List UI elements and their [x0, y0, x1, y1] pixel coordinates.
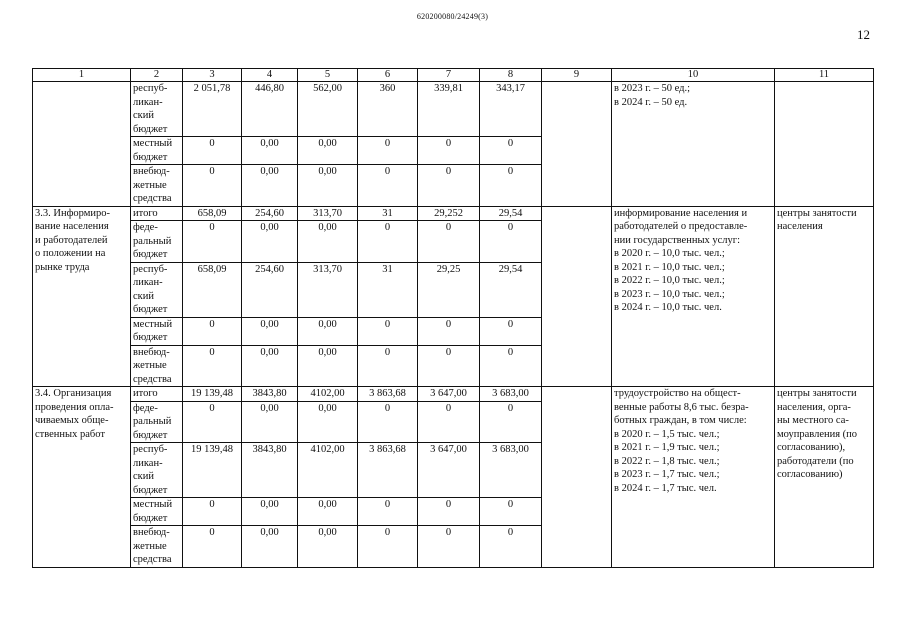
funding-value-cell: 313,70 — [298, 262, 358, 317]
expected-result-cell: в 2023 г. – 50 ед.; в 2024 г. – 50 ед. — [612, 82, 775, 207]
activity-name-cell: 3.4. Организация проведения опла- чиваемых обще- ственных работ — [33, 387, 131, 568]
funding-value-cell: 313,70 — [298, 206, 358, 221]
funding-value-cell: 0 — [480, 526, 542, 568]
funding-value-cell: 0,00 — [298, 137, 358, 165]
funding-value-cell: 0 — [358, 221, 418, 263]
column-number-10: 10 — [612, 69, 775, 82]
document-code: 620200080/24249(3) — [416, 12, 489, 21]
column-number-6: 6 — [358, 69, 418, 82]
funding-value-cell: 31 — [358, 262, 418, 317]
funding-value-cell: 0,00 — [242, 526, 298, 568]
funding-value-cell: 0 — [480, 317, 542, 345]
funding-value-cell: 0 — [183, 221, 242, 263]
column-number-7: 7 — [418, 69, 480, 82]
funding-value-cell: 0 — [418, 401, 480, 443]
funding-value-cell: 0,00 — [242, 137, 298, 165]
funding-source-cell: местный бюджет — [131, 498, 183, 526]
expected-result-cell: информирование населения и работодателей о предоставле- нии государственных услуг: в 2020 г. – 10,0 тыс. чел.; в 2021 г. – 10,0 тыс. чел.; в 2022 г. – 10,0 тыс. чел.; в 2023 г. – 10,0 тыс. чел.; в 2024 г. – 10,0 тыс. чел. — [612, 206, 775, 387]
funding-value-cell: 254,60 — [242, 206, 298, 221]
funding-value-cell: 0,00 — [298, 526, 358, 568]
page-number: 12 — [857, 27, 870, 42]
funding-value-cell: 0 — [358, 526, 418, 568]
funding-value-cell: 3 683,00 — [480, 387, 542, 402]
funding-value-cell: 343,17 — [480, 82, 542, 137]
column-number-2: 2 — [131, 69, 183, 82]
funding-value-cell: 658,09 — [183, 262, 242, 317]
funding-value-cell: 0,00 — [242, 317, 298, 345]
funding-source-cell: итого — [131, 206, 183, 221]
responsible-executor-cell — [775, 82, 874, 207]
funding-value-cell: 0 — [183, 137, 242, 165]
program-table — [32, 68, 874, 568]
funding-value-cell: 339,81 — [418, 82, 480, 137]
column-9-cell — [542, 387, 612, 568]
funding-value-cell: 3843,80 — [242, 443, 298, 498]
funding-value-cell: 0 — [480, 498, 542, 526]
funding-value-cell: 0 — [480, 345, 542, 387]
funding-value-cell: 4102,00 — [298, 387, 358, 402]
expected-result-cell: трудоустройство на общест- венные работы 8,6 тыс. безра- ботных граждан, в том числе: в 2020 г. – 1,5 тыс. чел.; в 2021 г. – 1,9 тыс. чел.; в 2022 г. – 1,8 тыс. чел.; в 2023 г. – 1,7 тыс. чел.; в 2024 г. – 1,7 тыс. чел. — [612, 387, 775, 568]
funding-value-cell: 29,252 — [418, 206, 480, 221]
funding-value-cell: 254,60 — [242, 262, 298, 317]
activity-name-cell — [33, 82, 131, 207]
funding-source-cell: местный бюджет — [131, 317, 183, 345]
column-9-cell — [542, 82, 612, 207]
column-number-5: 5 — [298, 69, 358, 82]
funding-value-cell: 0 — [480, 165, 542, 207]
funding-value-cell: 3 647,00 — [418, 443, 480, 498]
column-number-row — [33, 69, 874, 82]
funding-value-cell: 0 — [418, 165, 480, 207]
funding-value-cell: 2 051,78 — [183, 82, 242, 137]
funding-source-cell: феде- ральный бюджет — [131, 401, 183, 443]
funding-source-cell: феде- ральный бюджет — [131, 221, 183, 263]
funding-value-cell: 0 — [358, 401, 418, 443]
column-number-9: 9 — [542, 69, 612, 82]
column-9-cell — [542, 206, 612, 387]
funding-value-cell: 0 — [418, 137, 480, 165]
funding-value-cell: 0,00 — [298, 345, 358, 387]
funding-value-cell: 0 — [183, 345, 242, 387]
funding-value-cell: 0 — [358, 165, 418, 207]
table-row — [33, 387, 874, 402]
funding-value-cell: 0 — [418, 498, 480, 526]
funding-value-cell: 19 139,48 — [183, 443, 242, 498]
funding-value-cell: 3 683,00 — [480, 443, 542, 498]
responsible-executor-cell: центры занятости населения — [775, 206, 874, 387]
funding-source-cell: местный бюджет — [131, 137, 183, 165]
table-row — [33, 206, 874, 221]
funding-source-cell: респуб- ликан- ский бюджет — [131, 82, 183, 137]
funding-value-cell: 0,00 — [242, 498, 298, 526]
funding-value-cell: 658,09 — [183, 206, 242, 221]
funding-value-cell: 360 — [358, 82, 418, 137]
funding-value-cell: 562,00 — [298, 82, 358, 137]
column-number-4: 4 — [242, 69, 298, 82]
funding-value-cell: 0,00 — [242, 165, 298, 207]
funding-value-cell: 3 863,68 — [358, 443, 418, 498]
funding-value-cell: 0 — [358, 137, 418, 165]
funding-value-cell: 0 — [358, 498, 418, 526]
funding-value-cell: 0 — [358, 345, 418, 387]
funding-value-cell: 446,80 — [242, 82, 298, 137]
funding-value-cell: 31 — [358, 206, 418, 221]
funding-value-cell: 3 647,00 — [418, 387, 480, 402]
funding-value-cell: 0 — [418, 345, 480, 387]
funding-value-cell: 0,00 — [298, 317, 358, 345]
funding-value-cell: 0 — [418, 317, 480, 345]
funding-value-cell: 0,00 — [298, 221, 358, 263]
funding-value-cell: 0,00 — [298, 498, 358, 526]
funding-value-cell: 0 — [418, 221, 480, 263]
funding-value-cell: 0 — [480, 401, 542, 443]
table-row — [33, 82, 874, 137]
funding-value-cell: 0,00 — [242, 221, 298, 263]
funding-value-cell: 0 — [480, 221, 542, 263]
funding-value-cell: 0 — [418, 526, 480, 568]
funding-value-cell: 0,00 — [242, 401, 298, 443]
funding-value-cell: 29,54 — [480, 262, 542, 317]
funding-source-cell: внебюд- жетные средства — [131, 345, 183, 387]
funding-value-cell: 0,00 — [298, 165, 358, 207]
funding-source-cell: респуб- ликан- ский бюджет — [131, 443, 183, 498]
column-number-3: 3 — [183, 69, 242, 82]
funding-source-cell: внебюд- жетные средства — [131, 165, 183, 207]
column-number-11: 11 — [775, 69, 874, 82]
funding-value-cell: 29,25 — [418, 262, 480, 317]
funding-value-cell: 3 863,68 — [358, 387, 418, 402]
funding-source-cell: внебюд- жетные средства — [131, 526, 183, 568]
activity-name-cell: 3.3. Информиро- вание населения и работодателей о положении на рынке труда — [33, 206, 131, 387]
funding-source-cell: итого — [131, 387, 183, 402]
funding-value-cell: 0 — [183, 165, 242, 207]
funding-value-cell: 4102,00 — [298, 443, 358, 498]
column-number-8: 8 — [480, 69, 542, 82]
funding-value-cell: 29,54 — [480, 206, 542, 221]
funding-value-cell: 19 139,48 — [183, 387, 242, 402]
funding-value-cell: 0 — [183, 317, 242, 345]
funding-value-cell: 0 — [183, 498, 242, 526]
funding-source-cell: респуб- ликан- ский бюджет — [131, 262, 183, 317]
funding-value-cell: 0,00 — [298, 401, 358, 443]
funding-value-cell: 0 — [183, 401, 242, 443]
funding-value-cell: 0 — [358, 317, 418, 345]
funding-value-cell: 0 — [480, 137, 542, 165]
funding-value-cell: 0 — [183, 526, 242, 568]
column-number-1: 1 — [33, 69, 131, 82]
responsible-executor-cell: центры занятости населения, орга- ны местного са- моуправления (по согласованию), работодатели (по согласованию) — [775, 387, 874, 568]
funding-value-cell: 3843,80 — [242, 387, 298, 402]
funding-value-cell: 0,00 — [242, 345, 298, 387]
